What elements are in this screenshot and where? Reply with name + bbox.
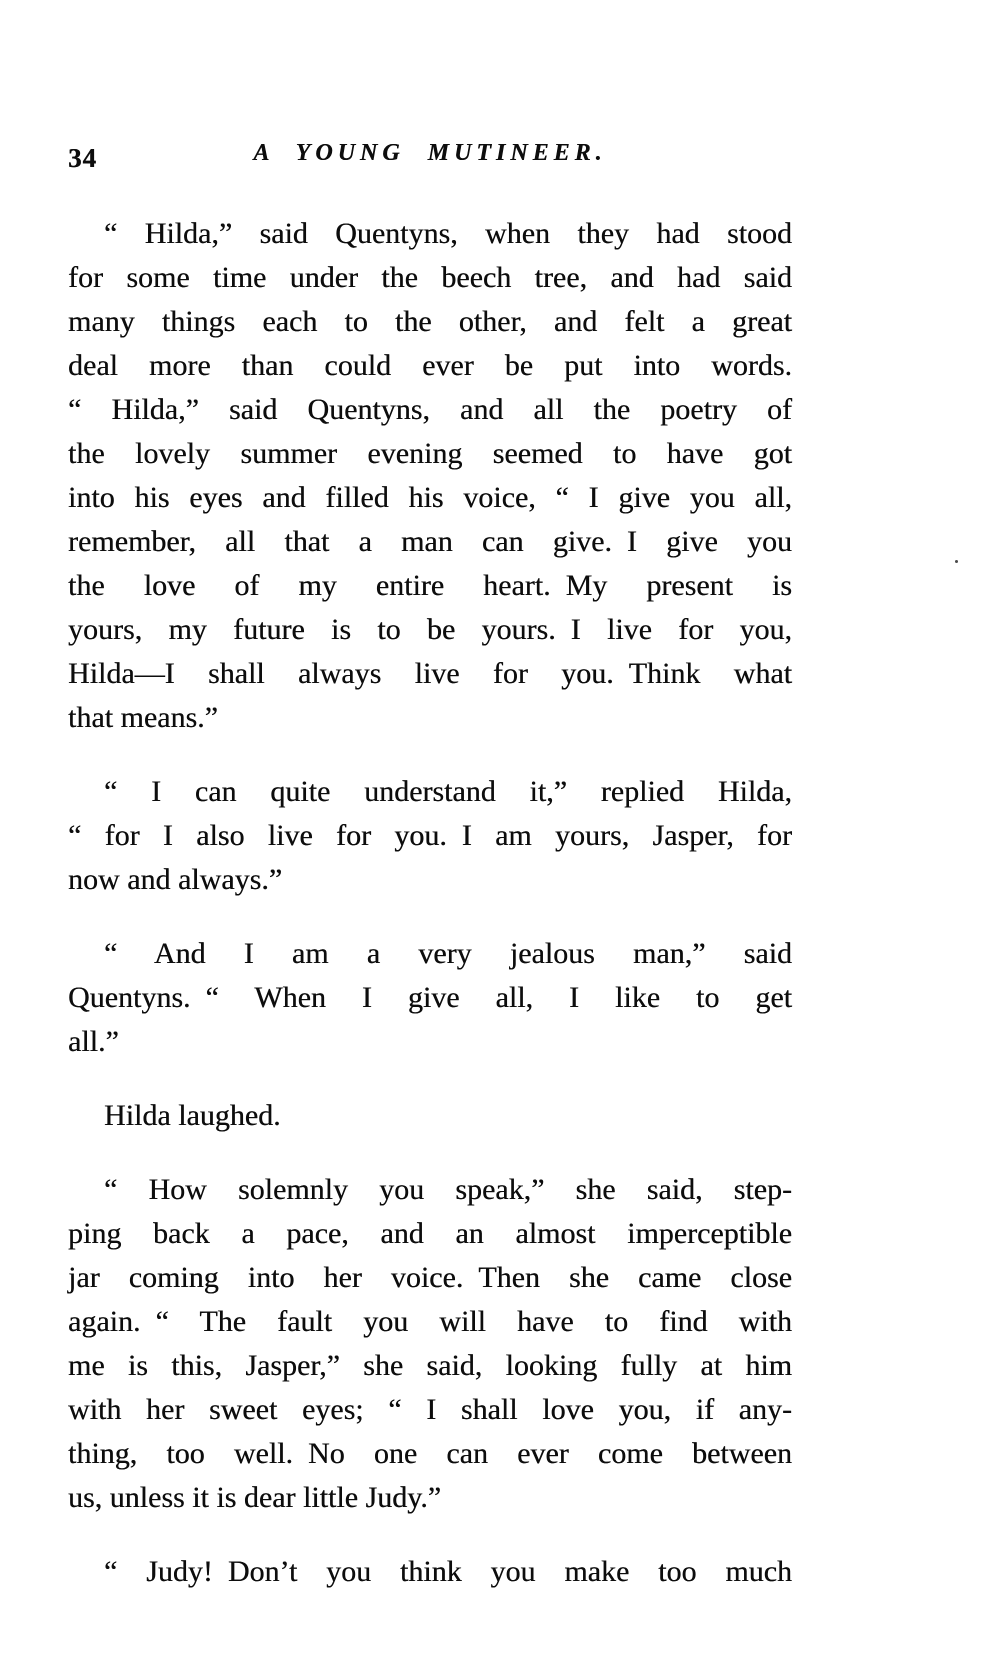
text-line: the love of my entire heart. My present is	[68, 569, 792, 602]
text-column	[68, 212, 792, 1624]
running-title: A YOUNG MUTINEER.	[253, 140, 607, 166]
text-line: again. “ The fault you will have to find with	[68, 1305, 792, 1338]
text-line: “ for I also live for you. I am yours, Jasper, for	[68, 819, 792, 852]
text-line: for some time under the beech tree, and had said	[68, 261, 792, 294]
text-line: Hilda—I shall always live for you. Think what	[68, 657, 792, 690]
text-line: “ Hilda,” said Quentyns, when they had stood	[104, 217, 792, 250]
text-line: remember, all that a man can give. I give you	[68, 525, 792, 558]
text-line: into his eyes and filled his voice, “ I give you all,	[68, 481, 792, 514]
page-header	[68, 140, 792, 178]
text-line: us, unless it is dear little Judy.”	[68, 1481, 442, 1514]
text-line: deal more than could ever be put into words.	[68, 349, 792, 382]
text-line: the lovely summer evening seemed to have got	[68, 437, 792, 470]
text-line: many things each to the other, and felt a great	[68, 305, 792, 338]
text-line: yours, my future is to be yours. I live for you,	[68, 613, 792, 646]
text-line: “ Judy! Don’t you think you make too much	[104, 1555, 792, 1588]
text-line: Hilda laughed.	[104, 1099, 281, 1132]
ink-speck	[955, 560, 958, 563]
text-line: Quentyns. “ When I give all, I like to get	[68, 981, 792, 1014]
text-line: with her sweet eyes; “ I shall love you, if any-	[68, 1393, 792, 1426]
text-line: “ Hilda,” said Quentyns, and all the poetry of	[68, 393, 792, 426]
text-line: that means.”	[68, 701, 218, 734]
text-line: all.”	[68, 1025, 119, 1058]
text-line: “ And I am a very jealous man,” said	[104, 937, 792, 970]
text-line: “ I can quite understand it,” replied Hilda,	[104, 775, 792, 808]
text-line: me is this, Jasper,” she said, looking fully at him	[68, 1349, 792, 1382]
text-line: thing, too well. No one can ever come between	[68, 1437, 792, 1470]
text-line: jar coming into her voice. Then she came close	[68, 1261, 792, 1294]
text-line: “ How solemnly you speak,” she said, step-	[104, 1173, 792, 1206]
text-line: ping back a pace, and an almost imperceptible	[68, 1217, 792, 1250]
text-line: now and always.”	[68, 863, 283, 896]
page-number: 34	[68, 143, 97, 173]
